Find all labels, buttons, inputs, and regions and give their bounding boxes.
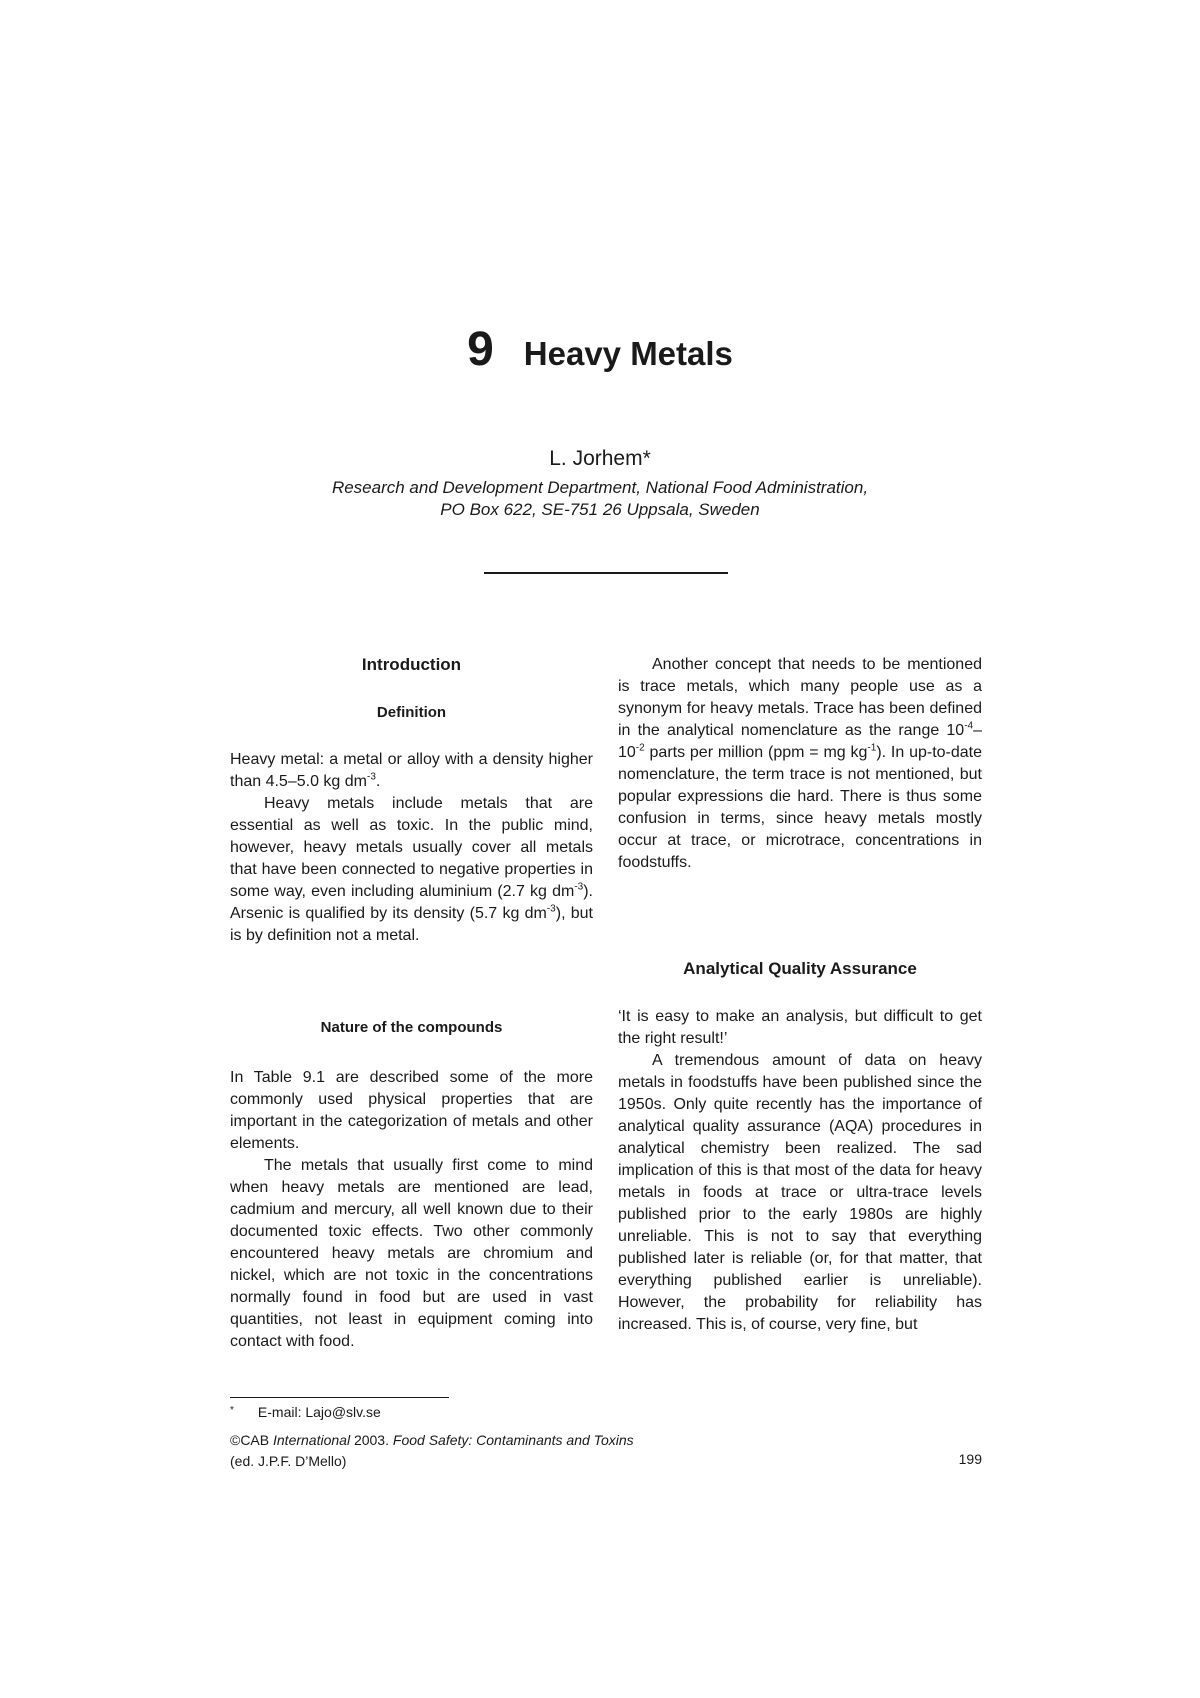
page-number: 199 (958, 1451, 982, 1467)
chapter-heading (0, 322, 1200, 377)
affiliation-line-1: Research and Development Department, National Food Administration, (331, 478, 869, 497)
common-metals-paragraph: The metals that usually first come to mind when heavy metals are mentioned are lead, cadmium and mercury, all well known due to their documented toxic effects. Two other commonly encountered heavy metals are chromium and nickel, which are not toxic in the concentrations normally found in food but are used in vast quantities, not least in equipment coming into contact with food. (230, 1157, 593, 1350)
left-column-body-1 (230, 749, 593, 947)
title-divider (484, 572, 728, 574)
footnote-mark: * (230, 1405, 234, 1416)
imprint (230, 1430, 634, 1472)
heading-definition: Definition (376, 704, 447, 721)
footnote (230, 1404, 381, 1420)
chapter-title: Heavy Metals (523, 335, 733, 372)
author-name: L. Jorhem* (549, 447, 651, 470)
heading-introduction: Introduction (361, 655, 462, 674)
quote-paragraph: ‘It is easy to make an analysis, but difficult to get the right result!’ (618, 1008, 982, 1047)
chapter-number: 9 (467, 323, 494, 376)
heavy-metals-paragraph: Heavy metals include metals that are essential as well as toxic. In the public mind, however, heavy metals usually cover all metals that have been connected to negative properties in some way, even including aluminium (2.7 kg $dm^{-3}$). Arsenic is qualified by its density (5.7 kg $dm^{-3}$), but is by definition not a metal. (230, 795, 594, 944)
right-column-body-1 (618, 654, 982, 874)
footnote-divider (230, 1397, 449, 1398)
footnote-email: E-mail: Lajo@slv.se (257, 1404, 381, 1420)
heading-analytical-quality-assurance: Analytical Quality Assurance (683, 959, 917, 978)
table-reference-paragraph: In Table 9.1 are described some of the more commonly used physical properties that are important in the categorization of metals and other elements. (230, 1069, 593, 1152)
heading-nature-of-compounds: Nature of the compounds (320, 1019, 503, 1036)
imprint-line-1: ©CAB International 2003. Food Safety: Contaminants and Toxins (230, 1432, 634, 1448)
right-column-body-2 (618, 1006, 982, 1336)
affiliation-line-2: PO Box 622, SE-751 26 Uppsala, Sweden (440, 500, 760, 519)
definition-paragraph: Heavy metal: a metal or alloy with a density higher than 4.5–5.0 kg $dm^{-3}$. (230, 751, 593, 790)
imprint-editor: (ed. J.P.F. D’Mello) (230, 1453, 347, 1469)
aqa-paragraph: A tremendous amount of data on heavy metals in foodstuffs have been published since the 1950s. Only quite recently has the importance of analytical quality assurance (AQA) procedures in analytical chemistry been realized. The sad implication of this is that most of the data for heavy metals in foods at trace or ultra-trace levels published prior to the early 1980s are highly unreliable. This is not to say that everything published later is reliable (or, for that matter, that everything published earlier is unreliable). However, the probability for reliability has increased. This is, of course, very fine, but (618, 1052, 982, 1333)
left-column-body-2 (230, 1067, 593, 1353)
trace-metals-paragraph: Another concept that needs to be mentioned is trace metals, which many people use as a synonym for heavy metals. Trace has been defined in the analytical nomenclature as the range $10^{-4}-10^{-2}$ parts per million (ppm = mg $kg^{-1}$). In up-to-date nomenclature, the term trace is not mentioned, but popular expressions die hard. There is thus some confusion in terms, since heavy metals mostly occur at trace, or microtrace, concentrations in foodstuffs. (618, 656, 983, 871)
